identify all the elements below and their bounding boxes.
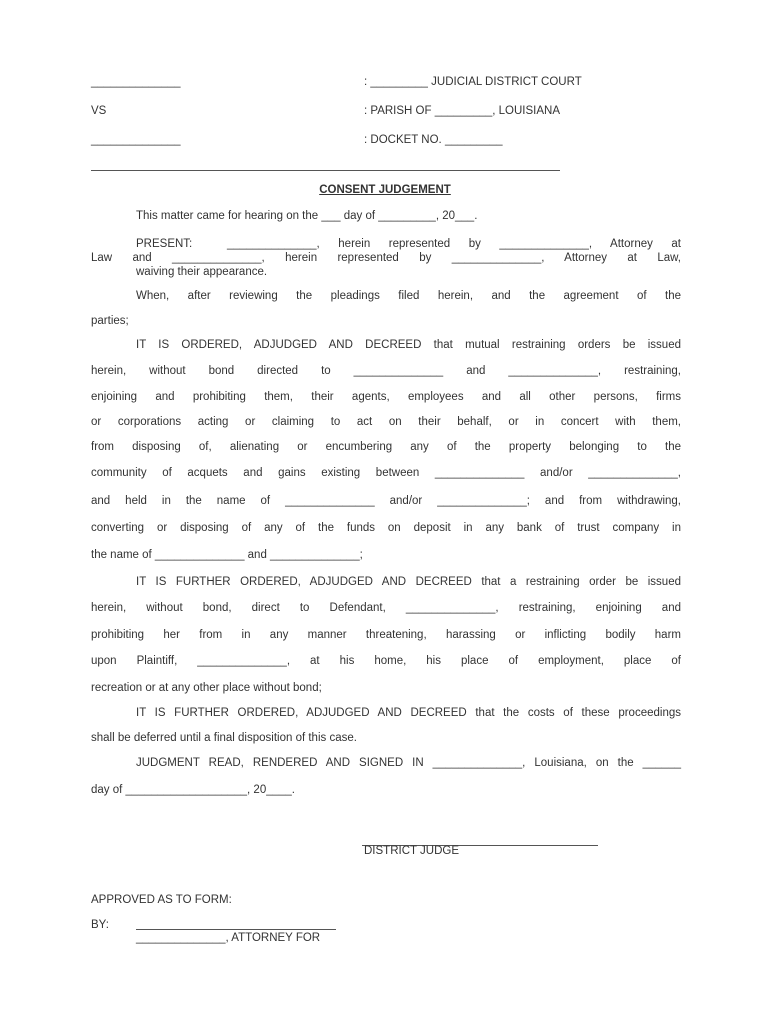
caption-divider bbox=[91, 170, 560, 171]
order1-line-7: and held in the name of ______________ and/or ______________; and from withdrawing, bbox=[91, 495, 681, 507]
caption-vs: VS bbox=[91, 105, 107, 117]
document-title: CONSENT JUDGEMENT bbox=[319, 184, 451, 196]
present-line-1: ______________, herein represented by ______________, Attorney at bbox=[227, 238, 681, 250]
attorney-signature-line[interactable] bbox=[136, 929, 336, 930]
caption-party-blank-2[interactable]: ______________ bbox=[91, 134, 181, 146]
caption-party-blank-1[interactable]: ______________ bbox=[91, 76, 181, 88]
when-line-2: parties; bbox=[91, 315, 129, 327]
attorney-for-line: ______________, ATTORNEY FOR bbox=[136, 932, 321, 944]
order1-line-2: herein, without bond directed to ______________ and ______________, restraining, bbox=[91, 365, 681, 377]
caption-docket: : DOCKET NO. _________ bbox=[364, 134, 503, 146]
judgment-line-1: JUDGMENT READ, RENDERED AND SIGNED IN ______________, Louisiana, on the ______ bbox=[136, 757, 681, 769]
when-line-1: When, after reviewing the pleadings filed herein, and the agreement of the bbox=[136, 290, 681, 302]
present-line-3: waiving their appearance. bbox=[136, 266, 268, 278]
order1-line-1: IT IS ORDERED, ADJUDGED AND DECREED that mutual restraining orders be issued bbox=[136, 339, 681, 351]
order2-line-2: herein, without bond, direct to Defendant, ______________, restraining, enjoining and bbox=[91, 602, 681, 614]
caption-court: : _________ JUDICIAL DISTRICT COURT bbox=[364, 76, 582, 88]
caption-parish: : PARISH OF _________, LOUISIANA bbox=[364, 105, 561, 117]
approved-label: APPROVED AS TO FORM: bbox=[91, 894, 232, 906]
order2-line-4: upon Plaintiff, ______________, at his home, his place of employment, place of bbox=[91, 655, 681, 667]
order1-line-9: the name of ______________ and ______________; bbox=[91, 549, 363, 561]
hearing-line: This matter came for hearing on the ___ day of _________, 20___. bbox=[136, 210, 478, 222]
order1-line-4: or corporations acting or claiming to act on their behalf, or in concert with them, bbox=[91, 416, 681, 428]
present-line-2: Law and ______________, herein represented by ______________, Attorney at Law, bbox=[91, 252, 681, 264]
district-judge-label: DISTRICT JUDGE bbox=[364, 845, 459, 857]
order2-line-3: prohibiting her from in any manner threatening, harassing or inflicting bodily harm bbox=[91, 629, 681, 641]
judgment-line-2: day of ___________________, 20____. bbox=[91, 784, 296, 796]
order1-line-5: from disposing of, alienating or encumbering any of the property belonging to the bbox=[91, 441, 681, 453]
order2-line-1: IT IS FURTHER ORDERED, ADJUDGED AND DECREED that a restraining order be issued bbox=[136, 576, 681, 588]
order3-line-2: shall be deferred until a final disposition of this case. bbox=[91, 732, 357, 744]
present-label: PRESENT: bbox=[136, 238, 193, 250]
order2-line-5: recreation or at any other place without bond; bbox=[91, 682, 322, 694]
order3-line-1: IT IS FURTHER ORDERED, ADJUDGED AND DECREED that the costs of these proceedings bbox=[136, 707, 681, 719]
by-label: BY: bbox=[91, 919, 109, 931]
order1-line-3: enjoining and prohibiting them, their agents, employees and all other persons, firms bbox=[91, 391, 681, 403]
order1-line-6: community of acquets and gains existing between ______________ and/or ______________, bbox=[91, 467, 681, 479]
order1-line-8: converting or disposing of any of the funds on deposit in any bank of trust company in bbox=[91, 522, 681, 534]
